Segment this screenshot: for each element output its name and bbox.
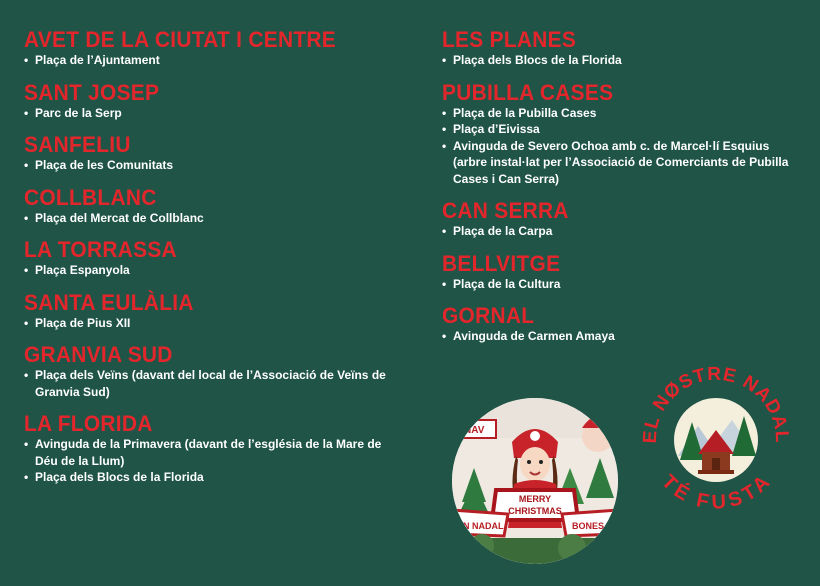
photo-left-text: ØN NADAL bbox=[456, 521, 504, 531]
place-list bbox=[24, 315, 404, 332]
district-section bbox=[24, 81, 404, 122]
district-heading: SANT JOSEP bbox=[24, 79, 160, 105]
place-item: • Plaça dels Blocs de la Florida bbox=[442, 52, 802, 69]
place-list bbox=[442, 223, 802, 240]
district-section bbox=[24, 291, 404, 332]
photo-right-text: BONES bbox=[572, 521, 605, 531]
place-list bbox=[24, 157, 404, 174]
place-item: • Plaça de l’Ajuntament bbox=[24, 52, 404, 69]
district-heading: LA FLORIDA bbox=[24, 411, 153, 436]
place-item: • Parc de la Serp bbox=[24, 105, 404, 122]
district-heading: CAN SERRA bbox=[442, 198, 569, 223]
place-list bbox=[442, 52, 802, 69]
photo-top-text: NAV bbox=[464, 425, 485, 436]
district-heading: PUBILLA CASES bbox=[442, 79, 614, 105]
nostre-nadal-badge bbox=[636, 356, 796, 516]
badge-top-text: EL NØSTRE NADAL bbox=[639, 363, 793, 444]
district-section bbox=[24, 186, 404, 227]
district-section bbox=[24, 28, 404, 69]
district-heading: SANFELIU bbox=[24, 132, 131, 157]
place-list bbox=[24, 262, 404, 279]
place-item: • Plaça de la Cultura bbox=[442, 276, 802, 293]
badge-logo bbox=[636, 356, 796, 516]
place-item: • Avinguda de la Primavera (davant de l’església de la Mare de Déu de la Llum) bbox=[24, 436, 404, 469]
district-heading: SANTA EULÀLIA bbox=[24, 289, 194, 315]
district-section bbox=[442, 304, 802, 345]
badge-bottom-text: TÉ FUSTA bbox=[657, 470, 775, 514]
district-section bbox=[24, 238, 404, 279]
district-heading: GRANVIA SUD bbox=[24, 342, 173, 367]
place-item: • Plaça de la Pubilla Cases bbox=[442, 105, 802, 122]
district-section bbox=[442, 252, 802, 293]
place-item: • Plaça d’Eivissa bbox=[442, 121, 802, 138]
place-item: • Plaça de la Carpa bbox=[442, 223, 802, 240]
district-heading: BELLVITGE bbox=[442, 250, 561, 276]
place-list bbox=[24, 367, 404, 400]
left-column bbox=[24, 28, 404, 498]
right-column bbox=[442, 28, 802, 357]
place-list bbox=[442, 105, 802, 188]
place-list bbox=[24, 436, 404, 486]
place-list bbox=[24, 105, 404, 122]
district-heading: AVET DE LA CIUTAT I CENTRE bbox=[24, 27, 337, 52]
district-heading: GORNAL bbox=[442, 303, 535, 328]
district-section bbox=[442, 28, 802, 69]
merry-christmas-text-2: CHRISTMAS bbox=[508, 506, 562, 516]
place-item: • Plaça dels Veïns (davant del local de l’Associació de Veïns de Granvia Sud) bbox=[24, 367, 404, 400]
place-list bbox=[442, 328, 802, 345]
place-item: • Avinguda de Severo Ochoa amb c. de Marcel·lí Esquius (arbre instal·lat per l’Associació de Comerciants de Pubilla Cases i Can Serra) bbox=[442, 138, 802, 188]
place-item: • Plaça de Pius XII bbox=[24, 315, 404, 332]
place-list bbox=[24, 210, 404, 227]
place-item: • Plaça de les Comunitats bbox=[24, 157, 404, 174]
district-heading: LES PLANES bbox=[442, 27, 577, 52]
merry-christmas-text: MERRY bbox=[518, 494, 552, 504]
christmas-photo bbox=[452, 398, 618, 564]
district-section bbox=[24, 133, 404, 174]
place-item: • Plaça Espanyola bbox=[24, 262, 404, 279]
place-item: • Avinguda de Carmen Amaya bbox=[442, 328, 802, 345]
place-item: • Plaça del Mercat de Collblanc bbox=[24, 210, 404, 227]
district-heading: COLLBLANC bbox=[24, 184, 157, 210]
district-section bbox=[24, 343, 404, 400]
photo-illustration bbox=[452, 398, 618, 564]
place-item: • Plaça dels Blocs de la Florida bbox=[24, 469, 404, 486]
district-section bbox=[24, 412, 404, 486]
district-section bbox=[442, 81, 802, 188]
place-list bbox=[442, 276, 802, 293]
district-section bbox=[442, 199, 802, 240]
place-list bbox=[24, 52, 404, 69]
district-heading: LA TORRASSA bbox=[24, 237, 177, 262]
